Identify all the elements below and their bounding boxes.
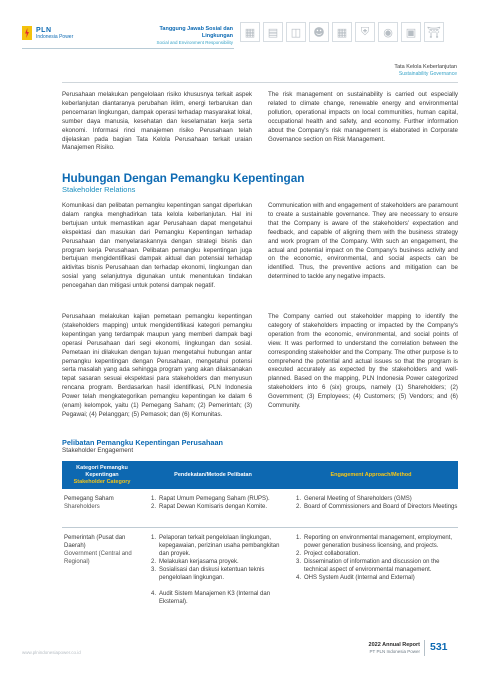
calendar-icon[interactable]: ◫: [286, 22, 306, 42]
bridge-icon[interactable]: ⛩: [424, 22, 444, 42]
chapter-title: [140, 26, 233, 46]
building-icon[interactable]: ▦: [332, 22, 352, 42]
globe-icon[interactable]: ◉: [378, 22, 398, 42]
header-method-id: Pendekatan/Metode Pelibatan: [174, 471, 252, 478]
table-icon[interactable]: ▦: [240, 22, 260, 42]
table-subheading: Stakeholder Engagement: [62, 447, 134, 454]
chapter-nav-icons: [240, 22, 444, 42]
people-icon[interactable]: ☻: [309, 22, 329, 42]
shield-icon[interactable]: ⛨: [355, 22, 375, 42]
method-id-cell: 1. Pelaporan terkait pengelolaan lingkungan, kepegawaian, perizinan usaha pembangkitan dan proyek. 2. Melakukan kerjasama proyek. 3. Sosialisasi dan diskusi ketentuan teknis pengelolaan lingkungan. 4. Audit Sistem Manajemen K3 (Internal dan Eksternal).: [151, 535, 280, 605]
section-tag-en: Sustainability Governance: [398, 71, 457, 77]
category-cell: Pemegang Saham Shareholders: [64, 496, 114, 510]
table-row: [62, 489, 458, 528]
section-heading: Hubungan Dengan Pemangku Kepentingan: [62, 171, 305, 185]
factory-icon[interactable]: ▣: [401, 22, 421, 42]
relations-paragraph-2-id: Perusahaan melakukan kajian pemetaan pemangku kepentingan (stakeholders mapping) untuk mengidentifikasi kategori pemangku kepentingan yang terdampak maupun yang memberi dampak bagi operasi Perusahaan dari segi ekonomi, lingkungan dan sosial. Pemetaan ini dilakukan dengan tujuan mengetahui hubungan antar pemangku kepentingan dengan Perusahaan, mengetahui potensi serta masalah yang ada sehingga program yang akan dilaksanakan tepat sasaran sesuai ekspektasi para stakeholders dan menyusun rencana program. Berdasarkan hasil identifikasi, PLN Indonesia Power telah mengkategorikan pemangku kepentingan ke dalam 6 (enam) kelompok, yaitu (1) Pemegang Saham; (2) Pemerintah; (3) Pegawai; (4) Pelanggan; (5) Pemasok; dan (6) Komunitas.: [62, 313, 252, 418]
section-divider: [62, 82, 458, 83]
page-header: [0, 0, 480, 50]
engagement-table: [62, 461, 458, 609]
company-logo: [22, 26, 73, 40]
header-divider: [22, 48, 234, 49]
method-en-cell: 1. Reporting on environmental management, employment, power generation business licensing, and projects. 2. Project collaboration. 3. Dissemination of information and discussion on the technical aspect of environmental management. 4. OHS System Audit (Internal and External): [296, 535, 453, 581]
logo-name: PLN: [36, 26, 52, 34]
relations-paragraph-1-en: Communication with and engagement of stakeholders are paramount to create a sustainable governance. They are necessary to ensure that the Company is aware of the stakeholders' expectation and feedback, and capable of aligning them with the business strategy and work program of the Company. With such an engagement, the actual and potential impact on the Company's business activity and on the economic, environmental, and social aspects can be identified. Thus, the preventive actions and mitigation can be determined to tackle any negative impacts.: [268, 202, 458, 281]
chapter-title-id: Tanggung Jawab Sosial dan Lingkungan: [159, 26, 233, 39]
section-subheading: Stakeholder Relations: [62, 185, 136, 194]
section-tag: [394, 64, 457, 77]
pln-logo-icon: [22, 26, 32, 40]
intro-paragraph-en: The risk management on sustainability is carried out especially related to climate change, renewable energy and environmental pollution, operational impacts on local communities, human capital, occupational health and safety, and economy. Further information about the Company's risk management is elaborated in Corporate Governance section on Risk Management.: [268, 91, 458, 143]
method-id-cell: 1. Rapat Umum Pemegang Saham (RUPS). 2. Rapat Dewan Komisaris dengan Komite.: [151, 496, 270, 510]
table-heading: Pelibatan Pemangku Kepentingan Perusahaan: [62, 438, 223, 447]
section-tag-id: Tata Kelola Keberlanjutan: [394, 64, 457, 70]
method-en-cell: 1. General Meeting of Shareholders (GMS) 2. Board of Commissioners and Board of Directors Meetings: [296, 496, 458, 510]
report-title: 2022 Annual Report: [368, 642, 420, 648]
table-row: [62, 528, 458, 609]
page-number: 531: [430, 641, 448, 653]
intro-paragraph-id: Perusahaan melakukan pengelolaan risiko khususnya terkait aspek keberlanjutan diantaranya perubahan iklim, energi terbarukan dan pencemaran lingkungan, dampak operasi terhadap masyarakat lokal, sumber daya manusia, kesehatan dan keselamatan kerja serta ekonomi. Informasi rinci manajemen risiko Perusahaan telah dijelaskan pada bagian Tata Kelola Perusahaan terkait uraian Manajemen Risiko.: [62, 91, 252, 152]
footer-divider: [424, 640, 425, 656]
header-method-en: Engagement Approach/Method: [330, 471, 412, 478]
header-category: Kategori Pemangku Kepentingan Stakeholder Category: [73, 464, 131, 485]
table-header: [62, 461, 458, 489]
relations-paragraph-2-en: The Company carried out stakeholder mapping to identify the category of stakeholders impacting or impacted by the Company's operation from the economic, environmental, and social points of view. It was performed to understand the correlation between the corresponding stakeholder and the Company. The other purpose is to comprehend the potential and actual issues so that the program is executed accurately as expected by the stakeholders and well-planned. Based on the mapping, PLN Indonesia Power categorized stakeholders into 6 (six) groups, namely (1) Shareholders; (2) Government; (3) Employees; (4) Customers; (5) Vendors; and (6) Community.: [268, 313, 458, 410]
document-icon[interactable]: ▤: [263, 22, 283, 42]
chapter-title-en: Social and Environment Responsibility: [156, 40, 233, 45]
logo-subtitle: Indonesia Power: [36, 33, 74, 40]
report-company: PT PLN Indonesia Power: [369, 649, 420, 654]
footer-report: [350, 642, 420, 655]
footer-url[interactable]: www.plnindonesiapower.co.id: [22, 650, 81, 655]
category-cell: Pemerintah (Pusat dan Daerah) Government (Central and Regional): [64, 535, 132, 565]
relations-paragraph-1-id: Komunikasi dan pelibatan pemangku kepentingan sangat diperlukan dalam rangka menghadirkan tata kelola keberlanjutan. Hal ini bertujuan untuk memastikan agar Perusahaan dapat mengetahui ekspektasi dan masukan dari Pemangku Kepentingan terhadap Perusahaan dan menyelaraskannya dengan strategi bisnis dan program kerja Perusahaan. Pelibatan pemangku kepentingan juga bertujuan mengidentifikasi dampak aktual dan potensial terhadap aktivitas bisnis Perusahaan dan terhadap ekonomi, lingkungan dan sosial yang selanjutnya digunakan untuk menentukan tindakan pencegahan dan mitigasi untuk potensi dampak negatif.: [62, 202, 252, 290]
